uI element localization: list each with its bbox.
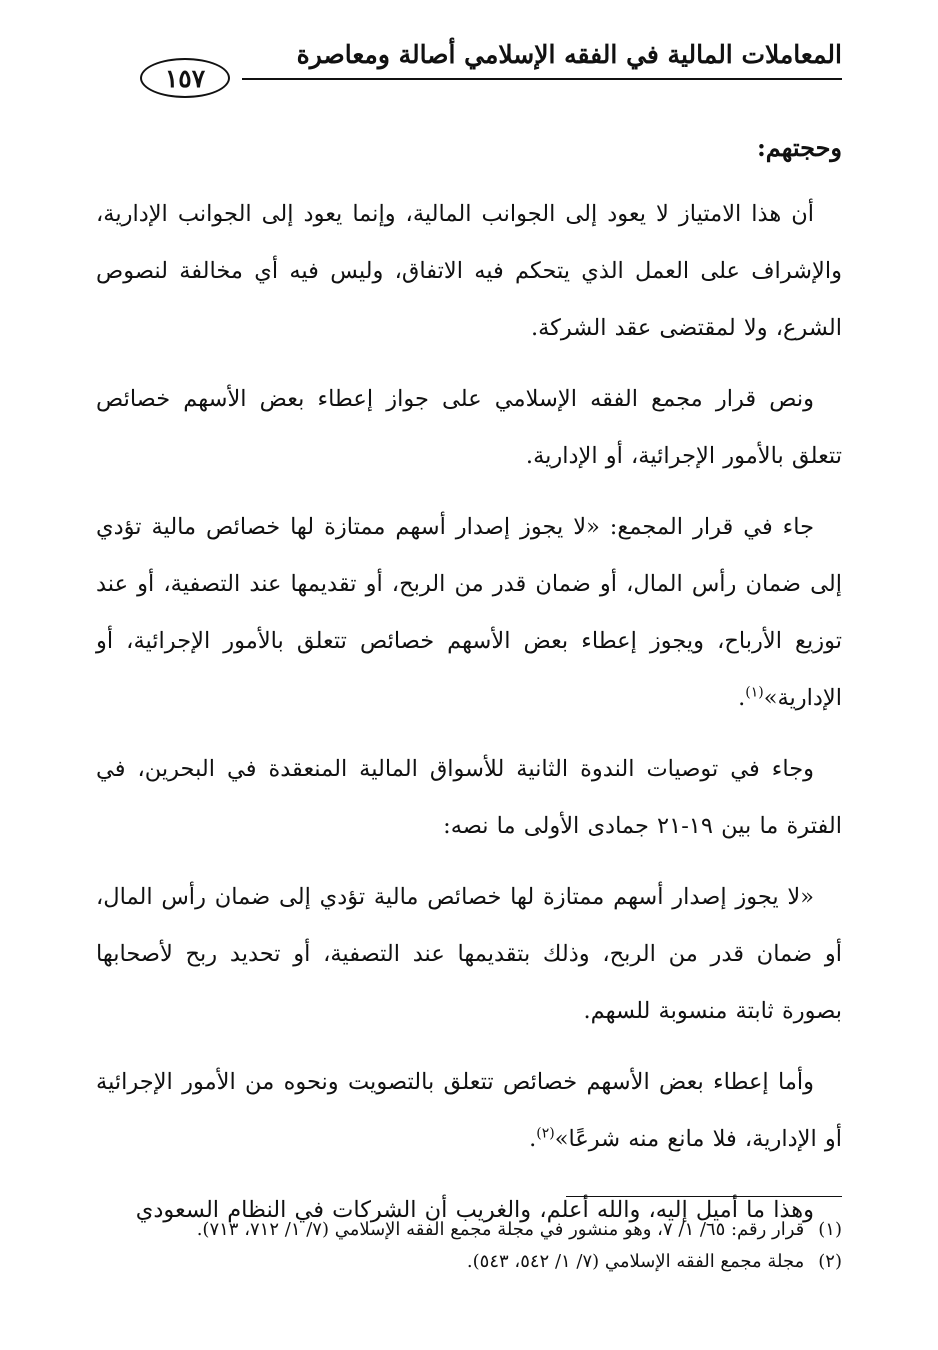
page-number-badge (140, 58, 230, 98)
footnote-text: مجلة مجمع الفقه الإسلامي (٧/ ١/ ٥٤٢، ٥٤٣). (466, 1251, 805, 1272)
running-header-title: المعاملات المالية في الفقه الإسلامي أصالة ومعاصرة (296, 40, 842, 69)
footnote-1 (96, 1214, 842, 1246)
footnote-marker: (١) (745, 684, 764, 701)
footnote-text: قرار رقم: ٦٥/ ١/ ٧، وهو منشور في مجلة مجمع الفقه الإسلامي (٧/ ١/ ٧١٢، ٧١٣). (196, 1219, 805, 1240)
section-heading: وحجتهم: (756, 133, 842, 162)
footnote-2 (96, 1246, 842, 1278)
footnotes (96, 1214, 842, 1278)
footnote-number: (١) (818, 1219, 842, 1240)
footnote-number: (٢) (818, 1251, 842, 1272)
footnote-marker: (٢) (536, 1125, 555, 1142)
page-number: ١٥٧ (164, 63, 206, 93)
paragraph-4: وجاء في توصيات الندوة الثانية للأسواق المالية المنعقدة في البحرين، في الفترة ما بين ١٩-٢١ جمادى الأولى ما نصه: (96, 756, 842, 839)
paragraph-1: أن هذا الامتياز لا يعود إلى الجوانب المالية، وإنما يعود إلى الجوانب الإدارية، والإشراف على العمل الذي يتحكم فيه الاتفاق، وليس فيه أي مخالفة لنصوص الشرع، ولا لمقتضى عقد الشركة. (96, 201, 842, 341)
page-body (96, 128, 842, 1253)
paragraph-5: «لا يجوز إصدار أسهم ممتازة لها خصائص مالية تؤدي إلى ضمان رأس المال، أو ضمان قدر من الربح، وذلك بتقديمها عند التصفية، أو تحديد ربح لأصحابها بصورة ثابتة منسوبة للسهم. (96, 884, 842, 1024)
paragraph-2: ونص قرار مجمع الفقه الإسلامي على جواز إعطاء بعض الأسهم خصائص تتعلق بالأمور الإجرائية، أو الإدارية. (96, 386, 842, 469)
header-rule (242, 78, 842, 80)
paragraph-7: وهذا ما أميل إليه، والله أعلم، والغريب أن الشركات في النظام السعودي (135, 1197, 814, 1223)
running-header (96, 34, 842, 104)
paragraph-3: جاء في قرار المجمع: «لا يجوز إصدار أسهم ممتازة لها خصائص مالية تؤدي إلى ضمان رأس المال، أو ضمان قدر من الربح، أو تقديمها عند التصفية، أو عند توزيع الأرباح، ويجوز إعطاء بعض الأسهم خصائص تتعلق بالأمور الإجرائية، أو الإدارية»$^{(١)}$. (96, 514, 842, 711)
paragraph-6: وأما إعطاء بعض الأسهم خصائص تتعلق بالتصويت ونحوه من الأمور الإجرائية أو الإدارية، فلا مانع منه شرعًا»$^{(٢)}$. (96, 1069, 842, 1152)
footnote-separator (566, 1196, 842, 1197)
